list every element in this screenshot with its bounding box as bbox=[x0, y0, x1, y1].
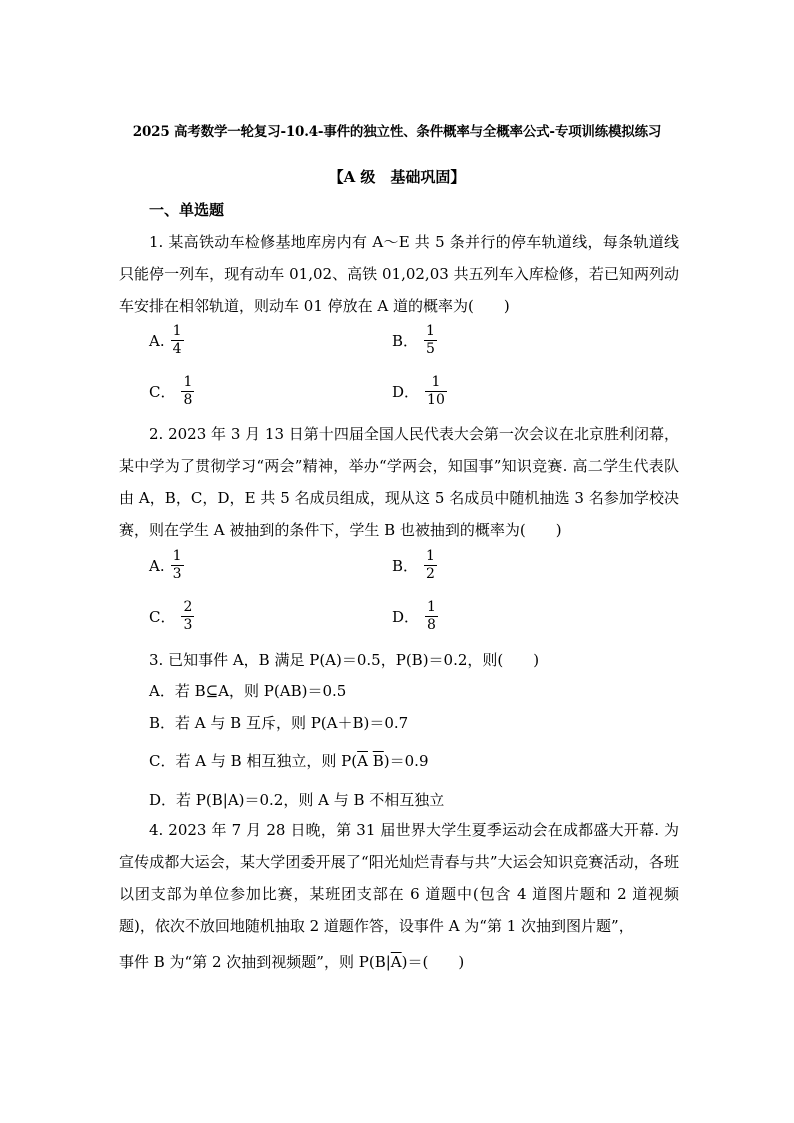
q1-option-d: D． $\frac{1}{10}$ bbox=[392, 374, 445, 408]
q2-option-b: B． $\frac{1}{2}$ bbox=[392, 548, 435, 582]
fraction: $\frac{1}{10}$ bbox=[427, 374, 445, 408]
section-heading: 一、单选题 bbox=[149, 201, 225, 219]
question-1 bbox=[119, 226, 679, 322]
complement-a: $\overline{A}$ bbox=[357, 752, 368, 770]
q3-option-c: C．若 A 与 B 相互独立，则 $P(\overline{A}$ $\overline{B})=0.9$ bbox=[149, 752, 429, 770]
fraction: $\frac{1}{2}$ bbox=[426, 548, 435, 582]
complement-b: $\overline{B}$ bbox=[372, 752, 384, 770]
level-heading: 【A 级 基础巩固】 bbox=[328, 168, 466, 186]
fraction: $\frac{1}{5}$ bbox=[426, 323, 435, 357]
fraction: $\frac{2}{3}$ bbox=[183, 599, 193, 633]
fraction: $\frac{1}{3}$ bbox=[172, 548, 182, 582]
q1-option-c: C． $\frac{1}{8}$ bbox=[149, 374, 193, 408]
q3-option-d: D．若 P(B|A)＝0.2，则 A 与 B 不相互独立 bbox=[149, 791, 445, 809]
q2-option-a: A. $\frac{1}{3}$ bbox=[149, 548, 182, 582]
q2-option-c: C． $\frac{2}{3}$ bbox=[149, 599, 193, 633]
question-1-text: 1. 某高铁动车检修基地库房内有 A～E 共 5 条并行的停车轨道线，每条轨道线只能停一列车，现有动车 01,02、高铁 01,02,03 共五列车入库检修，若已知两列动车安排在相邻轨道，则动车 01 停放在 A 道的概率为( ) bbox=[119, 233, 679, 315]
fraction: $\frac{1}{4}$ bbox=[172, 323, 182, 357]
q3-option-a: A．若 B⊆A，则 P(AB)＝0.5 bbox=[149, 682, 347, 700]
fraction: $\frac{1}{8}$ bbox=[427, 599, 436, 633]
question-4-last-line: 事件 B 为“第 2 次抽到视频题”，则 $P(B|\overline{A})=$( ) bbox=[119, 953, 465, 971]
fraction: $\frac{1}{8}$ bbox=[183, 374, 193, 408]
complement-a: $\overline{A}$ bbox=[390, 953, 402, 971]
question-4-text: 4. 2023 年 7 月 28 日晚，第 31 届世界大学生夏季运动会在成都盛大开幕. 为宣传成都大运会，某大学团委开展了“阳光灿烂青春与共”大运会知识竞赛活动，各班以团支部为单位参加比赛，某班团支部在 6 道题中(包含 4 道图片题和 2 道视频题)，依次不放回地随机抽取 2 道题作答，设事件 A 为“第 1 次抽到图片题”， bbox=[119, 821, 679, 935]
question-2 bbox=[119, 418, 679, 546]
question-3-stem: 3. 已知事件 A，B 满足 P(A)＝0.5，P(B)＝0.2，则( ) bbox=[149, 651, 540, 669]
q2-option-d: D． $\frac{1}{8}$ bbox=[392, 599, 436, 633]
question-4 bbox=[119, 814, 679, 942]
q1-option-b: B． $\frac{1}{5}$ bbox=[392, 323, 435, 357]
document-title: 2025 高考数学一轮复习-10.4-事件的独立性、条件概率与全概率公式-专项训练模拟练习 bbox=[132, 124, 662, 140]
q1-option-a: A. $\frac{1}{4}$ bbox=[149, 323, 182, 357]
q3-option-b: B．若 A 与 B 互斥，则 P(A＋B)＝0.7 bbox=[149, 714, 409, 732]
question-2-text: 2. 2023 年 3 月 13 日第十四届全国人民代表大会第一次会议在北京胜利闭幕，某中学为了贯彻学习“两会”精神，举办“学两会，知国事”知识竞赛. 高二学生代表队由 A，B，C，D，E 共 5 名成员组成，现从这 5 名成员中随机抽选 3 名参加学校决赛，则在学生 A 被抽到的条件下，学生 B 也被抽到的概率为( ) bbox=[119, 425, 679, 539]
